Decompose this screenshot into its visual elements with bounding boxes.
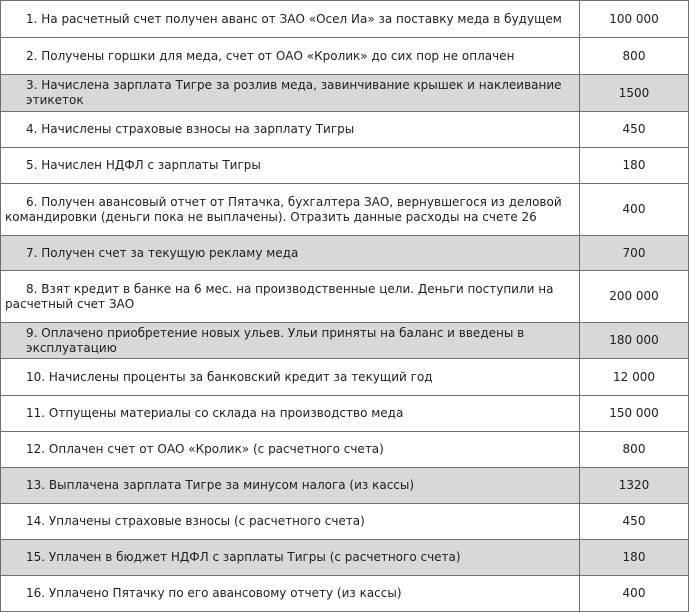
transaction-amount: 400 — [580, 576, 689, 612]
transaction-amount: 800 — [580, 38, 689, 75]
transaction-description: 3. Начислена зарплата Тигре за розлив меда, завинчивание крышек и наклеивание этикеток — [1, 75, 580, 112]
transaction-description: 8. Взят кредит в банке на 6 мес. на производственные цели. Деньги поступили на расчетный счет ЗАО — [1, 271, 580, 323]
transaction-amount: 100 000 — [580, 1, 689, 38]
transaction-description: 2. Получены горшки для меда, счет от ОАО «Кролик» до сих пор не оплачен — [1, 38, 580, 75]
transaction-amount: 400 — [580, 184, 689, 236]
table-row — [1, 236, 689, 271]
table-row — [1, 38, 689, 75]
table-row — [1, 468, 689, 504]
table-row — [1, 432, 689, 468]
transaction-amount: 1320 — [580, 468, 689, 504]
table-row — [1, 271, 689, 323]
table-row — [1, 359, 689, 396]
table-row — [1, 323, 689, 359]
transaction-description: 15. Уплачен в бюджет НДФЛ с зарплаты Тигры (с расчетного счета) — [1, 540, 580, 576]
transaction-description: 7. Получен счет за текущую рекламу меда — [1, 236, 580, 271]
transaction-description: 1. На расчетный счет получен аванс от ЗАО «Осел Иа» за поставку меда в будущем — [1, 1, 580, 38]
transaction-description: 4. Начислены страховые взносы на зарплату Тигры — [1, 112, 580, 148]
table-row — [1, 1, 689, 38]
table-row — [1, 540, 689, 576]
table-row — [1, 576, 689, 612]
table-row — [1, 504, 689, 540]
transaction-description: 6. Получен авансовый отчет от Пятачка, бухгалтера ЗАО, вернувшегося из деловой командировки (деньги пока не выплачены). Отразить данные расходы на счете 26 — [1, 184, 580, 236]
transaction-description: 16. Уплачено Пятачку по его авансовому отчету (из кассы) — [1, 576, 580, 612]
transaction-description: 12. Оплачен счет от ОАО «Кролик» (с расчетного счета) — [1, 432, 580, 468]
transaction-description: 11. Отпущены материалы со склада на производство меда — [1, 396, 580, 432]
transaction-amount: 180 — [580, 540, 689, 576]
transaction-amount: 180 000 — [580, 323, 689, 359]
transaction-amount: 700 — [580, 236, 689, 271]
transaction-amount: 1500 — [580, 75, 689, 112]
table-row — [1, 112, 689, 148]
table-row — [1, 396, 689, 432]
transaction-amount: 12 000 — [580, 359, 689, 396]
transaction-description: 13. Выплачена зарплата Тигре за минусом налога (из кассы) — [1, 468, 580, 504]
transaction-description: 5. Начислен НДФЛ с зарплаты Тигры — [1, 148, 580, 184]
transaction-description: 9. Оплачено приобретение новых ульев. Ульи приняты на баланс и введены в эксплуатацию — [1, 323, 580, 359]
transaction-description: 14. Уплачены страховые взносы (с расчетного счета) — [1, 504, 580, 540]
transaction-amount: 450 — [580, 112, 689, 148]
table-row — [1, 184, 689, 236]
transaction-amount: 200 000 — [580, 271, 689, 323]
transaction-amount: 180 — [580, 148, 689, 184]
transaction-amount: 150 000 — [580, 396, 689, 432]
transaction-amount: 450 — [580, 504, 689, 540]
transactions-body — [1, 1, 689, 612]
transaction-amount: 800 — [580, 432, 689, 468]
table-row — [1, 75, 689, 112]
transaction-description: 10. Начислены проценты за банковский кредит за текущий год — [1, 359, 580, 396]
table-row — [1, 148, 689, 184]
